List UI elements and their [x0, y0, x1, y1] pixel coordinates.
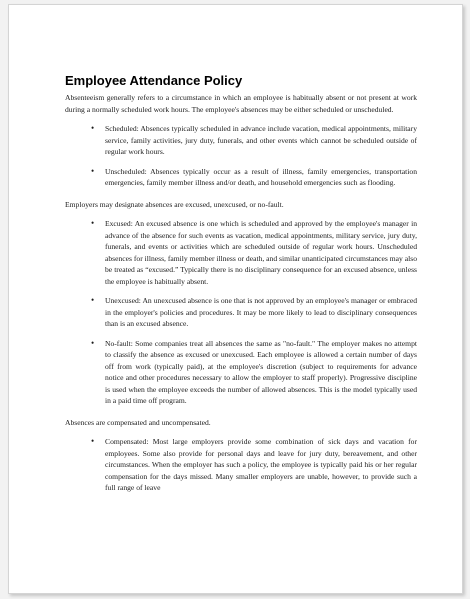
list-item-compensated: • Compensated: Most large employers provide some combination of sick days and vacation for employees. Some also provide for personal days and leave for jury duty, bereavement, and other circumstances. When the employer has such a policy, the employee is typically paid his or her regular compensation for the days missed. Many smaller employers are unable, however, to provide such a full range of leave: [105, 436, 417, 494]
compensation-list: [65, 436, 417, 494]
list-item-excused: • Excused: An excused absence is one which is scheduled and approved by the employee's manager in advance of the absence for such events as vacation, medical appointments, military service, jury duty, funerals, and events or activities which are scheduled outside of regular work hours. Unscheduled absences for illness, family member illness or death, and similar unanticipated circumstances may also be treated as “excused.” Typically there is no disciplinary consequence for an excused absence, unless the employee is habitually absent.: [105, 218, 417, 287]
document-page: [8, 4, 463, 594]
document-content: [65, 73, 417, 504]
list-item-scheduled: • Scheduled: Absences typically scheduled in advance include vacation, medical appointments, military service, family activities, jury duty, funerals, and other events which cannot be scheduled outside of regular work hours.: [105, 123, 417, 158]
designation-paragraph: Employers may designate absences are excused, unexcused, or no-fault.: [65, 199, 284, 209]
absence-type-list: [65, 123, 417, 189]
intro-paragraph: Absenteeism generally refers to a circumstance in which an employee is habitually absent or not present at work during a normally scheduled work hours. The employee's absences may be either scheduled or unscheduled.: [65, 93, 417, 114]
list-item-no-fault: • No-fault: Some companies treat all absences the same as "no-fault." The employer makes no attempt to classify the absence as excused or unexcused. Each employee is allowed a certain number of days off from work (typically paid), at the employee's discretion (subject to requirements for advance notice and other procedures necessary to allow the employer to staff properly). Progressive discipline is used when the employee exceeds the number of allowed absences. This is the model typically used in a paid time off program.: [105, 338, 417, 407]
document-title: Employee Attendance Policy: [65, 73, 243, 88]
designation-list: [65, 218, 417, 407]
compensation-paragraph: Absences are compensated and uncompensated.: [65, 417, 211, 427]
list-item-unexcused: • Unexcused: An unexcused absence is one that is not approved by an employee's manager or embraced in the employer's policies and procedures. It may be more likely to lead to disciplinary consequences than is an excused absence.: [105, 295, 417, 330]
list-item-unscheduled: • Unscheduled: Absences typically occur as a result of illness, family emergencies, transportation emergencies, family member illness and/or death, and household emergencies such as flooding.: [105, 166, 417, 189]
